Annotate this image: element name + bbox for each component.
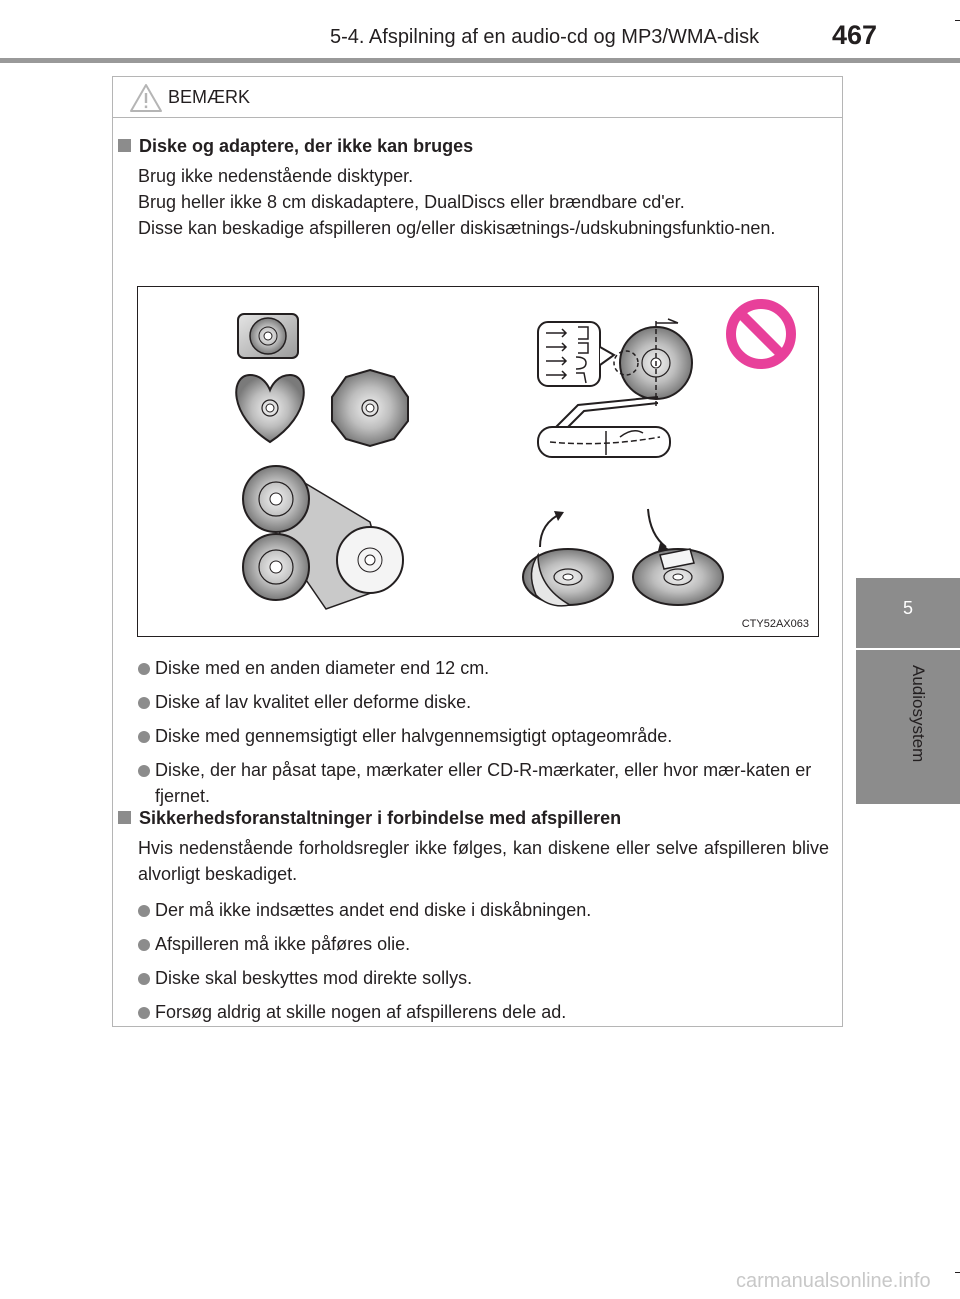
prohibition-icon [731, 304, 791, 364]
list-item: Diske skal beskyttes mod direkte sollys. [113, 965, 829, 991]
round-bullet-icon [138, 731, 150, 743]
section-paragraph [138, 163, 829, 241]
crop-mark [955, 1272, 960, 1273]
round-bullet-icon [138, 765, 150, 777]
round-bullet-icon [138, 905, 150, 917]
chapter-label: Audiosystem [909, 665, 928, 763]
disc-square-adapter [238, 314, 298, 358]
disc-with-tape [633, 509, 723, 605]
section-heading-text: Sikkerhedsforanstaltninger i forbindelse med afspilleren [139, 808, 622, 828]
disc-illustration [137, 286, 819, 637]
dual-disc-with-adapter [243, 466, 403, 609]
warning-triangle-icon [129, 83, 163, 113]
chapter-number: 5 [902, 598, 913, 618]
square-bullet-icon [118, 811, 131, 824]
list-item: Afspilleren må ikke påføres olie. [113, 931, 829, 957]
watermark-link[interactable]: carmanualsonline.info [736, 1270, 931, 1292]
note-title: BEMÆRK [168, 87, 251, 107]
unusable-discs-list [113, 655, 842, 817]
section-heading [113, 133, 842, 159]
list-item: Forsøg aldrig at skille nogen af afspillerens dele ad. [113, 999, 829, 1025]
paragraph-line: Brug heller ikke 8 cm diskadaptere, DualDiscs eller brændbare cd'er. [138, 192, 685, 212]
section-unusable-discs [113, 133, 842, 241]
paragraph-line: Disse kan beskadige afspilleren og/eller diskisætnings-/udskubningsfunktio-nen. [138, 218, 776, 238]
section-paragraph: Hvis nedenstående forholdsregler ikke følges, kan diskene eller selve afspilleren blive alvorligt beskadiget. [138, 838, 829, 884]
polygon-shaped-disc [332, 370, 408, 446]
section-heading-text: Diske og adaptere, der ikke kan bruges [139, 136, 474, 156]
paragraph-line: Brug ikke nedenstående disktyper. [138, 166, 414, 186]
list-item: Diske af lav kvalitet eller deforme diske. [113, 689, 829, 715]
note-box [112, 76, 843, 1027]
page-number: 467 [832, 20, 878, 50]
unusable-discs-drawing [138, 287, 818, 636]
section-player-precautions [113, 805, 842, 1033]
list-item: Der må ikke indsættes andet end diske i diskåbningen. [113, 897, 829, 923]
heart-shaped-disc [236, 375, 304, 442]
list-item: Diske, der har påsat tape, mærkater eller CD-R-mærkater, eller hvor mær-katen er fjernet. [113, 757, 829, 809]
header-rule [0, 58, 960, 63]
note-header [113, 77, 842, 118]
crop-mark [955, 20, 960, 21]
figure-code: CTY52AX063 [741, 618, 809, 630]
square-bullet-icon [118, 139, 131, 152]
round-bullet-icon [138, 697, 150, 709]
round-bullet-icon [138, 1007, 150, 1019]
disc-with-peeling-label [523, 511, 613, 606]
round-bullet-icon [138, 939, 150, 951]
list-item: Diske med en anden diameter end 12 cm. [113, 655, 829, 681]
round-bullet-icon [138, 973, 150, 985]
deformed-disc [538, 319, 692, 457]
section-heading [113, 805, 842, 831]
round-bullet-icon [138, 663, 150, 675]
chapter-tab-divider [856, 648, 960, 650]
list-item: Diske med gennemsigtigt eller halvgennemsigtigt optageområde. [113, 723, 829, 749]
running-header-title: 5-4. Afspilning af en audio-cd og MP3/WMA-disk [330, 26, 760, 48]
